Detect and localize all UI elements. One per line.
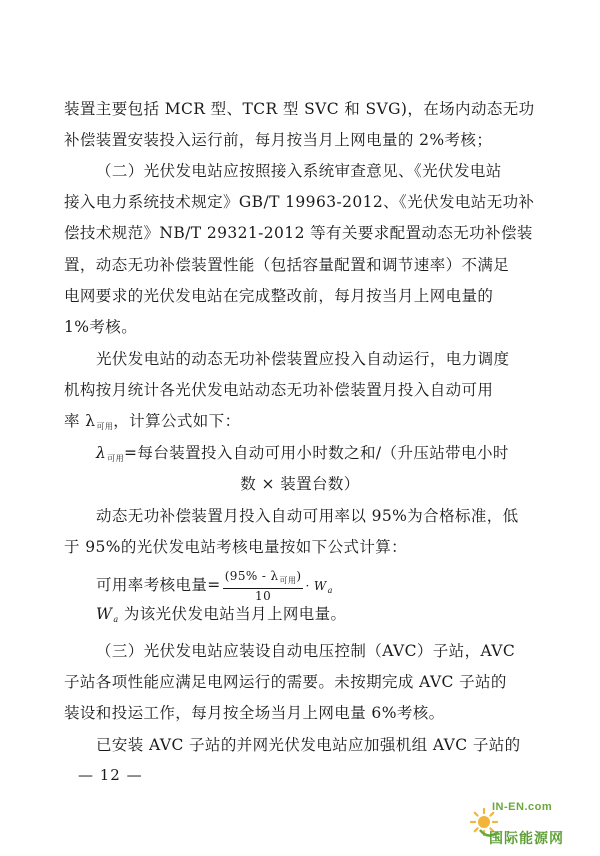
text-line: 偿技术规范》NB/T 29321-2012 等有关要求配置动态无功补偿装 [64,224,533,242]
wa-definition [96,604,346,630]
text-line: 动态无功补偿装置月投入自动可用率以 95%为合格标准，低 [96,507,519,525]
formula-availability-line2: 数 × 装置台数） [240,475,360,493]
watermark-name: 国际能源网 [489,831,564,847]
formula-denominator: 10 [255,589,272,603]
wa-text: 为该光伏发电站当月上网电量。 [118,605,347,623]
text-line: （二）光伏发电站应按照接入系统审查意见、《光伏发电站 [96,162,502,180]
formula-availability-text: =每台装置投入自动可用小时数之和/（升压站带电小时 [124,444,509,462]
formula-numerator: $(95\% - \lambda_{可用})$ [223,569,304,589]
text-line: 装设和投运工作，每月按全场当月上网电量 6%考核。 [64,704,445,722]
text-line: 电网要求的光伏发电站在完成整改前，每月按当月上网电量的 [64,287,494,305]
text-line: 装置主要包括 MCR 型、TCR 型 SVC 和 SVG)，在场内动态无功 [64,100,535,118]
text-line: （三）光伏发电站应装设自动电压控制（AVC）子站，AVC [96,642,516,660]
watermark-url: IN-EN.com [492,801,553,813]
formula-wa: · W [305,579,327,593]
formula-availability [96,443,509,469]
rate-prefix: 率 λ [64,412,96,430]
formula-lambda-sub: 可用 [107,454,125,463]
text-line: 1%考核。 [64,318,138,336]
text-line: 已安装 AVC 子站的并网光伏发电站应加强机组 AVC 子站的 [96,736,521,754]
text-line: 置，动态无功补偿装置性能（包括容量配置和调节速率）不满足 [64,256,510,274]
formula-assessment-label: 可用率考核电量= [96,576,221,594]
wa-symbol: W [96,605,113,623]
rate-line [64,411,240,437]
formula-assessment [96,568,333,608]
text-line: 子站各项性能应满足电网运行的需要。未按期完成 AVC 子站的 [64,673,507,691]
text-line: 补偿装置安装投入运行前，每月按当月上网电量的 2%考核； [64,131,493,149]
page-number: — 12 — [78,766,143,784]
text-line: 机构按月统计各光伏发电站动态无功补偿装置月投入自动可用 [64,381,494,399]
text-line: 于 95%的光伏发电站考核电量按如下公式计算： [64,538,408,556]
formula-wa-sub: a [327,586,333,595]
rate-suffix: ，计算公式如下： [113,412,241,430]
formula-lambda: λ [96,444,107,462]
formula-fraction [223,569,304,603]
rate-subscript: 可用 [96,422,114,431]
text-line: 接入电力系统技术规定》GB/T 19963-2012、《光伏发电站无功补 [64,193,535,211]
wa-subscript: a [113,615,119,624]
text-line: 光伏发电站的动态无功补偿装置应投入自动运行，电力调度 [96,350,510,368]
